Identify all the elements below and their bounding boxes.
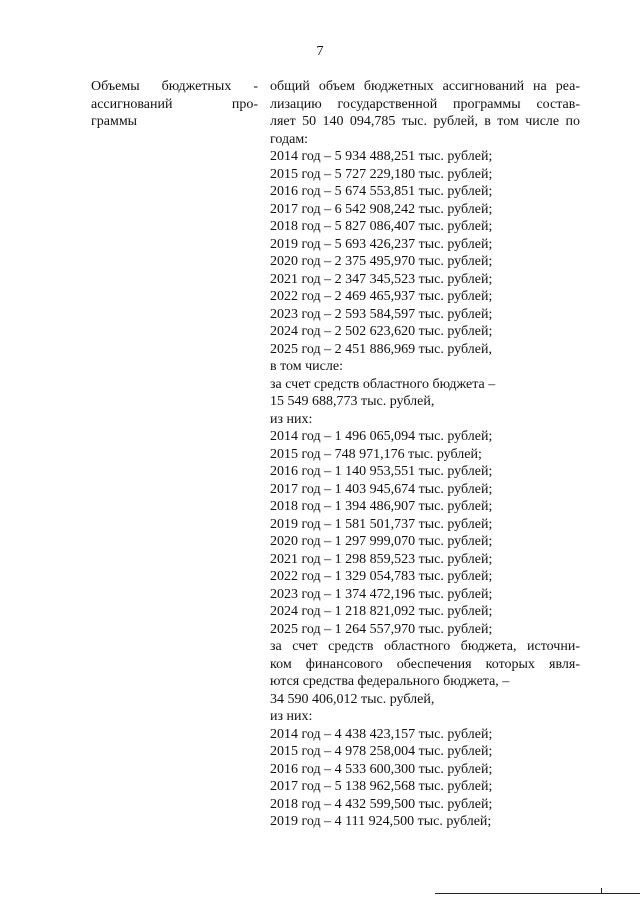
budget-line: 2021 год – 2 347 345,523 тыс. рублей;: [270, 271, 493, 287]
budget-line: 34 590 406,012 тыс. рублей,: [270, 691, 435, 707]
section-label-word: бюджетных: [161, 79, 232, 94]
section-label-word: граммы: [91, 114, 138, 129]
budget-line: 2018 год – 5 827 086,407 тыс. рублей;: [270, 219, 493, 234]
budget-line: 2018 год – 1 394 486,907 тыс. рублей;: [270, 499, 493, 514]
budget-line: 2023 год – 2 593 584,597 тыс. рублей;: [270, 306, 493, 322]
budget-line: за счет средств областного бюджета, источни-: [270, 639, 580, 654]
budget-line: 2023 год – 1 374 472,196 тыс. рублей;: [270, 586, 493, 602]
budget-line: 2017 год – 5 138 962,568 тыс. рублей;: [270, 779, 493, 794]
budget-line: 2015 год – 4 978 258,004 тыс. рублей;: [270, 744, 493, 759]
budget-line: 2016 год – 5 674 553,851 тыс. рублей;: [270, 184, 493, 199]
budget-description: [270, 78, 580, 831]
budget-line: 2025 год – 1 264 557,970 тыс. рублей;: [270, 621, 493, 637]
budget-line: 2024 год – 1 218 821,092 тыс. рублей;: [270, 604, 493, 619]
budget-line: 2017 год – 6 542 908,242 тыс. рублей;: [270, 201, 493, 217]
section-label-word: ассигнований: [91, 96, 173, 112]
section-label-word: про-: [231, 96, 258, 112]
section-label: [91, 78, 258, 131]
budget-line: ются средства федерального бюджета, –: [270, 674, 510, 689]
budget-line: лизацию государственной программы состав-: [270, 96, 580, 112]
budget-line: ляет 50 140 094,785 тыс. рублей, в том числе по: [270, 114, 580, 129]
budget-line: 15 549 688,773 тыс. рублей,: [270, 394, 435, 409]
page-edge-line: [435, 893, 640, 894]
section-label-dash: -: [253, 79, 258, 94]
budget-line: общий объем бюджетных ассигнований на реа-: [270, 79, 580, 94]
budget-line: 2022 год – 2 469 465,937 тыс. рублей;: [270, 289, 493, 304]
budget-line: за счет средств областного бюджета –: [270, 376, 496, 392]
budget-line: 2025 год – 2 451 886,969 тыс. рублей,: [270, 341, 492, 357]
section-label-line-2: [91, 96, 258, 114]
budget-line: из них:: [270, 411, 313, 427]
section-label-word: Объемы: [91, 79, 140, 94]
budget-line: 2019 год – 5 693 426,237 тыс. рублей;: [270, 236, 493, 252]
budget-line: 2022 год – 1 329 054,783 тыс. рублей;: [270, 569, 493, 584]
section-label-line-3: [91, 113, 258, 131]
budget-line: 2020 год – 1 297 999,070 тыс. рублей;: [270, 534, 493, 549]
page-number: 7: [316, 44, 324, 59]
budget-line: 2016 год – 4 533 600,300 тыс. рублей;: [270, 761, 493, 777]
budget-line: 2024 год – 2 502 623,620 тыс. рублей;: [270, 324, 493, 339]
budget-line: 2014 год – 1 496 065,094 тыс. рублей;: [270, 429, 493, 444]
page-edge-tick: [601, 888, 602, 894]
budget-line: в том числе:: [270, 359, 343, 374]
budget-line: 2020 год – 2 375 495,970 тыс. рублей;: [270, 254, 493, 269]
budget-line: 2021 год – 1 298 859,523 тыс. рублей;: [270, 551, 493, 567]
budget-line: годам:: [270, 131, 309, 147]
budget-line: 2014 год – 5 934 488,251 тыс. рублей;: [270, 149, 493, 164]
budget-line: 2019 год – 4 111 924,500 тыс. рублей;: [270, 814, 492, 829]
budget-line: из них:: [270, 709, 313, 724]
budget-line: 2017 год – 1 403 945,674 тыс. рублей;: [270, 481, 493, 497]
budget-line: 2014 год – 4 438 423,157 тыс. рублей;: [270, 726, 493, 742]
budget-line: 2015 год – 5 727 229,180 тыс. рублей;: [270, 166, 493, 182]
budget-line: 2019 год – 1 581 501,737 тыс. рублей;: [270, 516, 493, 532]
budget-line: 2016 год – 1 140 953,551 тыс. рублей;: [270, 464, 493, 479]
budget-line: ком финансового обеспечения которых явля-: [270, 656, 580, 672]
section-label-line-1: [91, 78, 258, 96]
budget-line: 2015 год – 748 971,176 тыс. рублей;: [270, 446, 482, 462]
budget-line: 2018 год – 4 432 599,500 тыс. рублей;: [270, 796, 493, 812]
